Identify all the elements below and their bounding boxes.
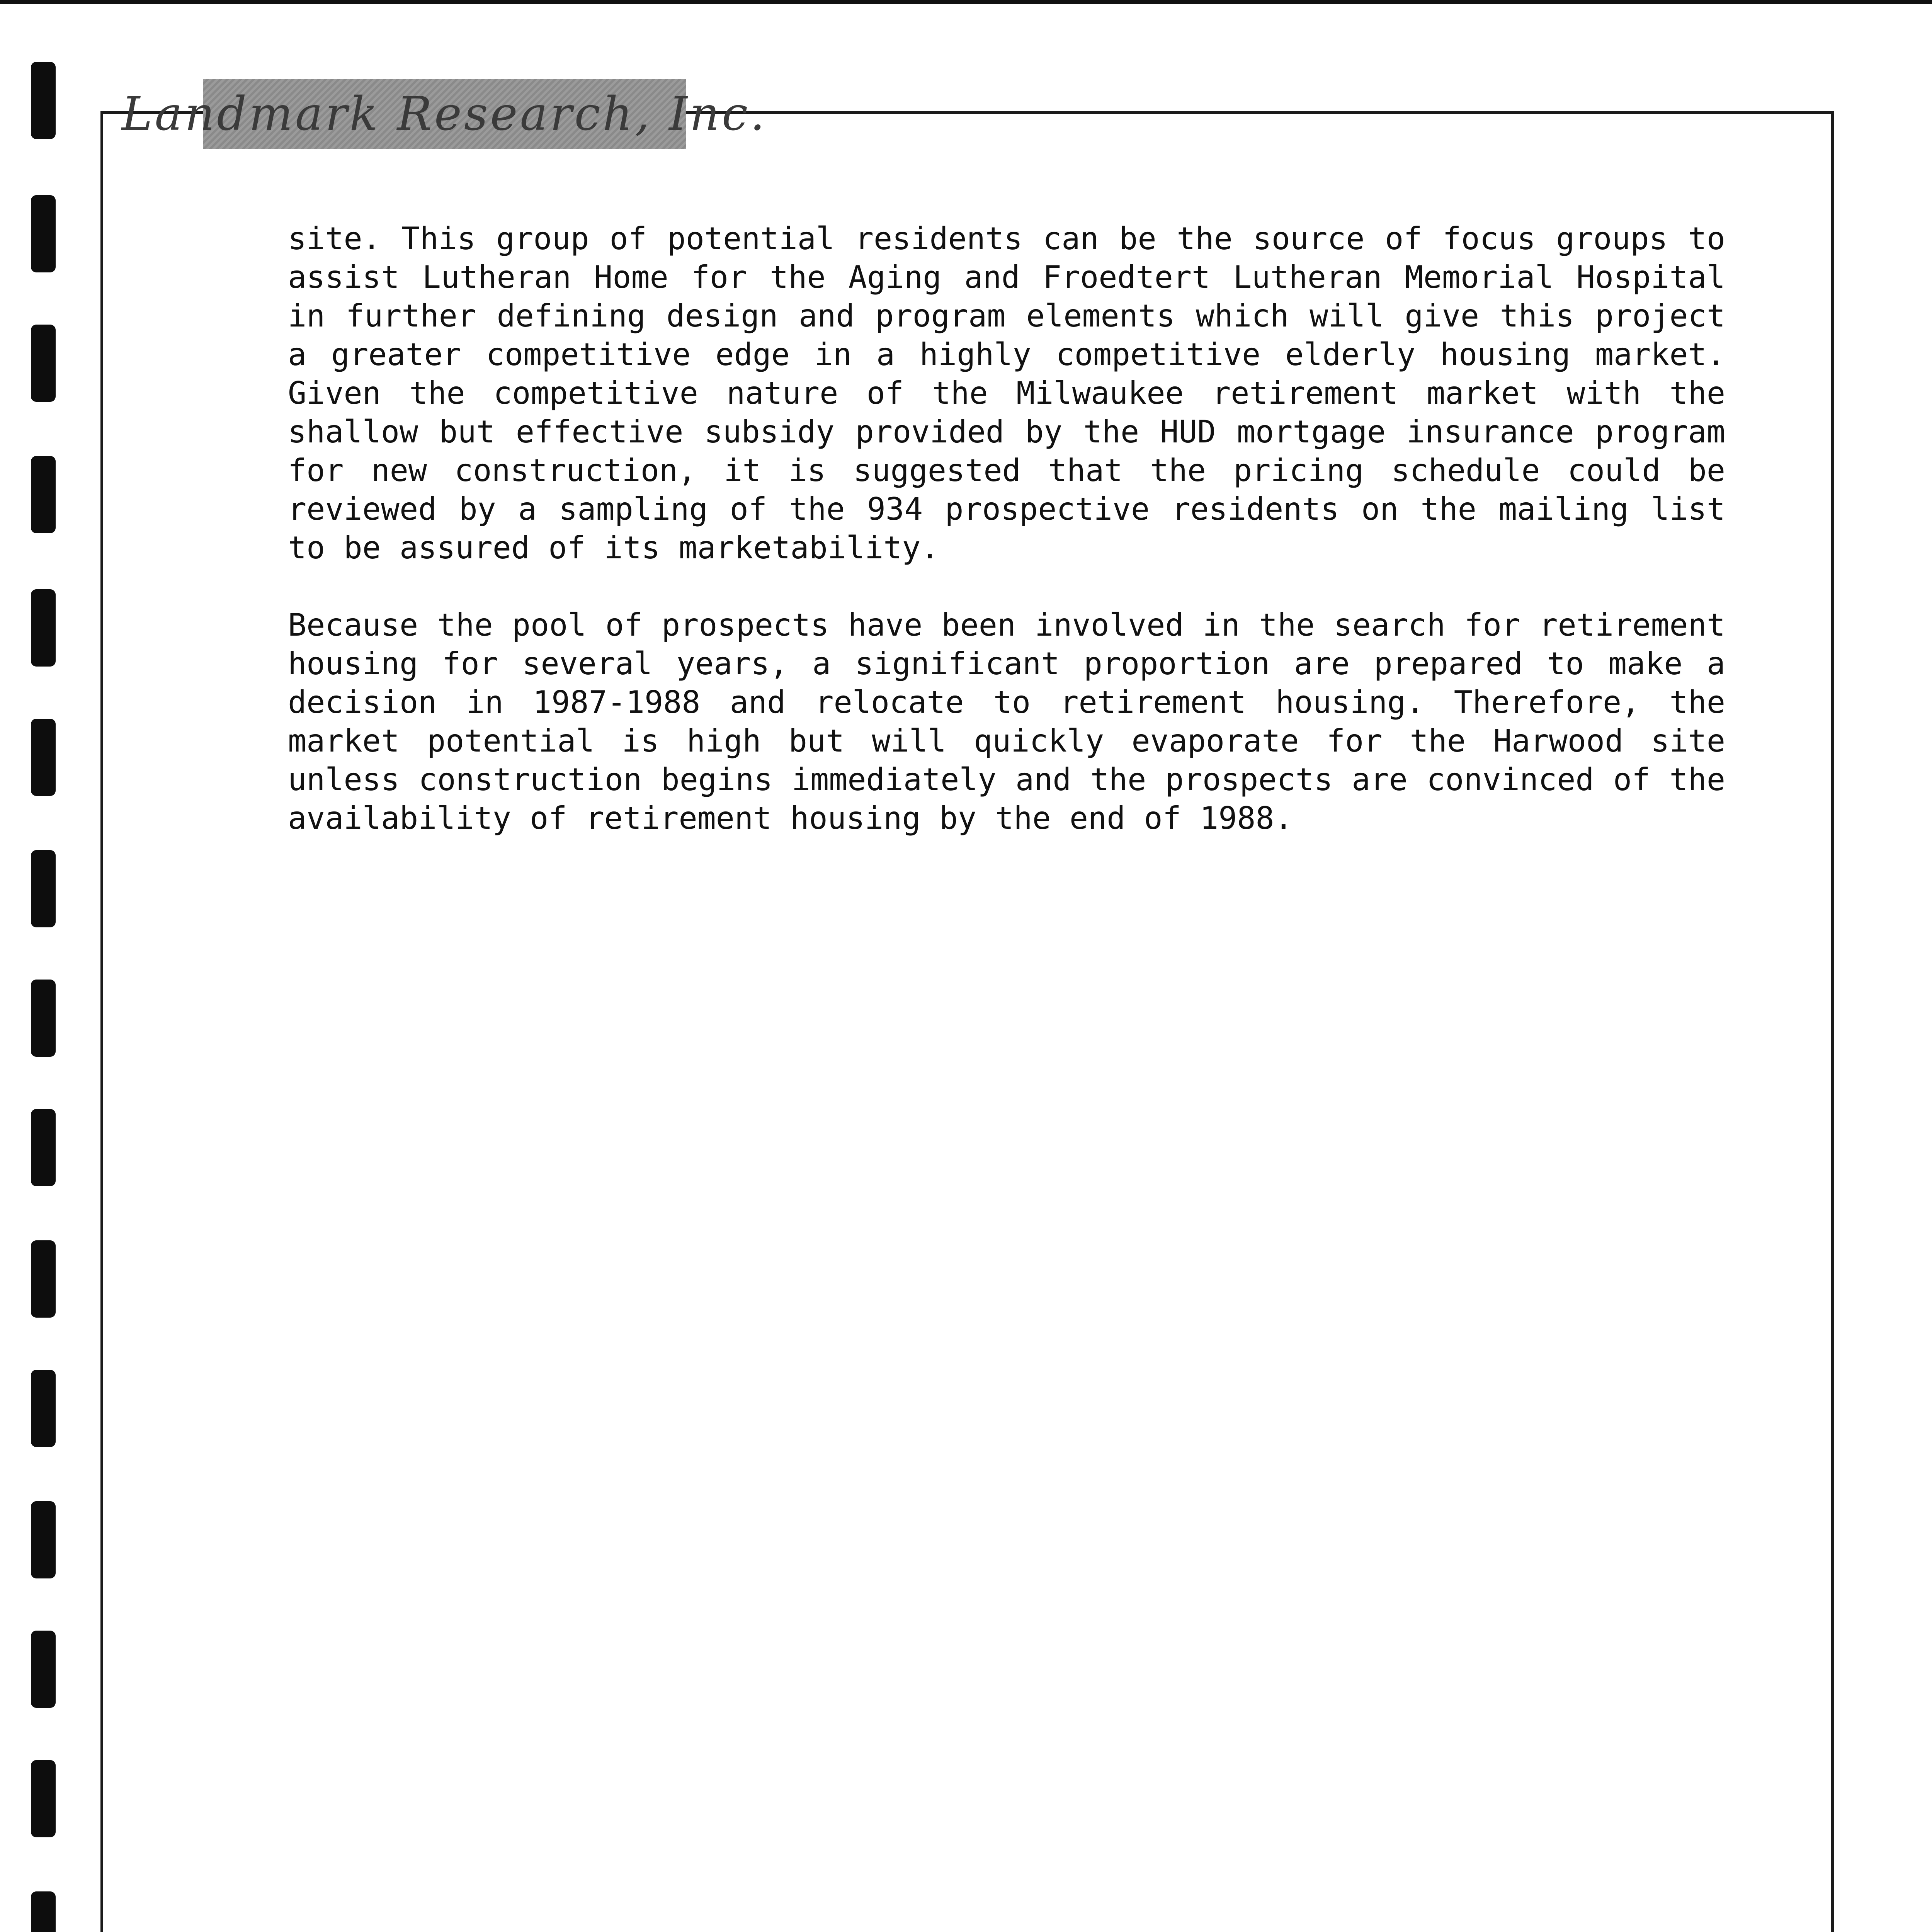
binding-hole: [31, 325, 56, 402]
binding-hole: [31, 1891, 56, 1932]
binding-hole: [31, 719, 56, 796]
paragraph: Because the pool of prospects have been involved in the search for retirement housing for several years, a significant proportion are prepared to make a decision in 1987-1988 and relocate to retirement housing. Therefore, the market potential is high but will quickly evaporate for the Harwood site unless construction begins immediately and the prospects are convinced of the availability of retirement housing by the end of 1988.: [288, 607, 1725, 836]
binding-hole: [31, 1240, 56, 1318]
binding-hole: [31, 1109, 56, 1186]
binding-hole: [31, 1501, 56, 1578]
binding-hole: [31, 589, 56, 667]
binding-hole: [31, 62, 56, 139]
binding-hole: [31, 1370, 56, 1447]
company-logo-text: Landmark Research, Inc.: [121, 87, 767, 141]
top-edge-rule: [0, 0, 1932, 4]
binding-hole: [31, 980, 56, 1057]
binding-hole: [31, 1760, 56, 1837]
body-text: [288, 219, 1725, 876]
company-logo: [121, 79, 767, 149]
binding-hole: [31, 1631, 56, 1708]
binding-hole: [31, 195, 56, 272]
binding-hole: [31, 456, 56, 533]
binding-hole: [31, 850, 56, 927]
paragraph: site. This group of potential residents can be the source of focus groups to assist Lutheran Home for the Aging and Froedtert Lutheran Memorial Hospital in further defining design and program elements which will give this project a greater competitive edge in a highly competitive elderly housing market. Given the competitive nature of the Milwaukee retirement market with the shallow but effective subsidy provided by the HUD mortgage insurance program for new construction, it is suggested that the pricing schedule could be reviewed by a sampling of the 934 prospective residents on the mailing list to be assured of its marketability.: [288, 221, 1725, 566]
